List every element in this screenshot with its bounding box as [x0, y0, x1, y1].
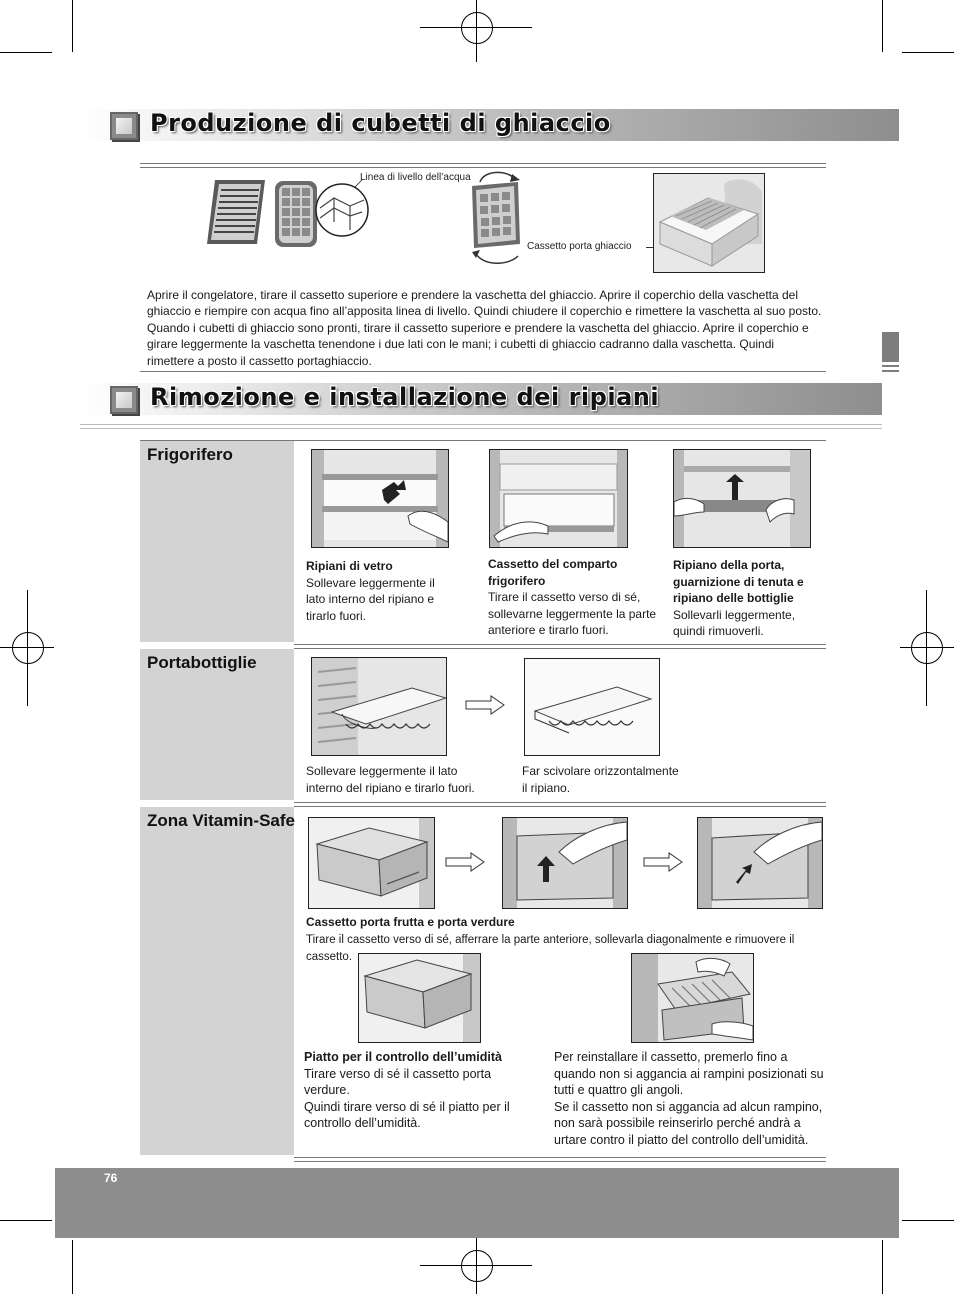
reinstall-text-2: Se il cassetto non si aggancia ad alcun rampino, non sarà possibile reinserirlo perché andrà a urtare contro il piatto del controllo dell’umidità. [554, 1099, 823, 1147]
divider [294, 644, 826, 649]
crop-mark [900, 647, 954, 648]
humidity-plate-text-1: Tirare verso di sé il cassetto porta verdure. [304, 1066, 492, 1098]
bottle-rack-in-fridge-illustration [311, 657, 447, 756]
divider [294, 802, 826, 807]
bottle-rack-slide-illustration [524, 658, 660, 756]
water-line-label: Linea di livello dell’acqua [360, 172, 471, 183]
divider [294, 1157, 826, 1162]
vegetable-drawer-illustration [308, 817, 435, 909]
ice-instructions: Aprire il congelatore, tirare il cassetto superiore e prendere la vaschetta del ghiaccio. Aprire il coperchio della vaschetta del ghiaccio e riempire con acqua fino all’apposita linea di livello. Quindi chiudere il coperchio e rimettere la vaschetta al suo posto. Quando i cubetti di ghiaccio sono pronti, tirare il cassetto superiore e prendere la vaschetta del ghiaccio. Aprire il coperchio e girare leggermente la vaschetta tenendone i due lati con le mani; i cubetti di ghiaccio cadranno dalla vaschetta. Quindi rimettere a posto il cassetto portaghiaccio. [147, 288, 822, 368]
crop-mark [0, 52, 52, 53]
section-title: Produzione di cubetti di ghiaccio [150, 109, 611, 137]
crop-mark [902, 1220, 954, 1221]
ice-tray-illustration [272, 178, 372, 250]
vegetable-drawer-text: Tirare il cassetto verso di sé, afferrare la parte anteriore, sollevarla diagonalmente e rimuovere il cassetto. [306, 933, 795, 964]
portabottiglie-label: Portabottiglie [147, 653, 257, 672]
crisper-drawer-title: Cassetto del comparto frigorifero [488, 557, 618, 588]
glass-shelf-caption [306, 558, 456, 624]
ice-drawer-label: Cassetto porta ghiaccio [527, 241, 632, 252]
drawer-reinstall-illustration [631, 953, 754, 1043]
glass-shelf-title: Ripiani di vetro [306, 559, 393, 573]
crop-mark [926, 590, 927, 706]
registration-mark [12, 632, 44, 664]
drawer-lift-up-illustration [502, 817, 628, 909]
bottle-rack-step2-caption: Far scivolare orizzontalmente il ripiano. [522, 764, 679, 795]
frigorifero-label: Frigorifero [147, 445, 233, 464]
next-step-arrow-icon [445, 852, 485, 872]
humidity-plate-title: Piatto per il controllo dell’umidità [304, 1050, 502, 1064]
crop-mark [882, 0, 883, 52]
thumb-tab-line [882, 365, 899, 367]
glass-shelf-illustration [311, 449, 449, 548]
section-bullet-icon [110, 386, 138, 414]
registration-mark [461, 12, 493, 44]
crop-mark [0, 1220, 52, 1221]
vegetable-drawer-title: Cassetto porta frutta e porta verdure [306, 915, 515, 929]
drawer-lift-diagonal-illustration [697, 817, 823, 909]
frigorifero-label-panel [140, 441, 294, 642]
ice-tray-twist-illustration [462, 168, 530, 268]
vitamin-safe-label-panel [140, 807, 294, 1155]
door-shelf-text: Sollevarli leggermente, quindi rimuoverli. [673, 607, 796, 639]
divider [80, 424, 882, 429]
ice-tray-lid-illustration [205, 176, 267, 248]
bottle-rack-step1-caption: Sollevare leggermente il lato interno del ripiano e tirarlo fuori. [306, 764, 475, 795]
humidity-plate-illustration [358, 953, 481, 1043]
crisper-drawer-caption [488, 556, 660, 639]
crisper-drawer-text: Tirare il cassetto verso di sé, sollevarne leggermente la parte anteriore e tirarlo fuori. [488, 590, 657, 638]
thumb-tab [882, 332, 899, 362]
crop-mark [72, 1240, 73, 1294]
thumb-tab-line [882, 370, 899, 372]
door-shelf-caption [673, 557, 823, 640]
section-bullet-icon [110, 112, 138, 140]
crop-mark [902, 52, 954, 53]
humidity-plate-caption [304, 1049, 524, 1132]
crop-mark [882, 1240, 883, 1294]
door-shelf-title: Ripiano della porta, guarnizione di tenuta e ripiano delle bottiglie [673, 558, 804, 606]
divider [140, 371, 826, 372]
glass-shelf-text: Sollevare leggermente il lato interno del ripiano e tirarlo fuori. [306, 575, 435, 623]
crop-mark [72, 0, 73, 52]
crop-mark [476, 0, 477, 62]
section-title: Rimozione e installazione dei ripiani [150, 383, 660, 411]
door-shelf-illustration [673, 449, 811, 548]
crop-mark [27, 590, 28, 706]
crisper-drawer-illustration [489, 449, 628, 548]
reinstall-text-1: Per reinstallare il cassetto, premerlo fino a quando non si aggancia ai rampini posizionati su tutti e quattro gli angoli. [554, 1050, 824, 1098]
page-number: 76 [104, 1171, 118, 1185]
next-step-arrow-icon [643, 852, 683, 872]
reinstall-caption [554, 1049, 830, 1149]
registration-mark [911, 632, 943, 664]
ice-drawer-photo [653, 173, 765, 273]
footer-band [55, 1168, 899, 1238]
vitamin-safe-label: Zona Vitamin-Safe [147, 811, 295, 830]
humidity-plate-text-2: Quindi tirare verso di sé il piatto per il controllo dell’umidità. [304, 1099, 510, 1131]
registration-mark [461, 1250, 493, 1282]
next-step-arrow-icon [465, 695, 505, 715]
